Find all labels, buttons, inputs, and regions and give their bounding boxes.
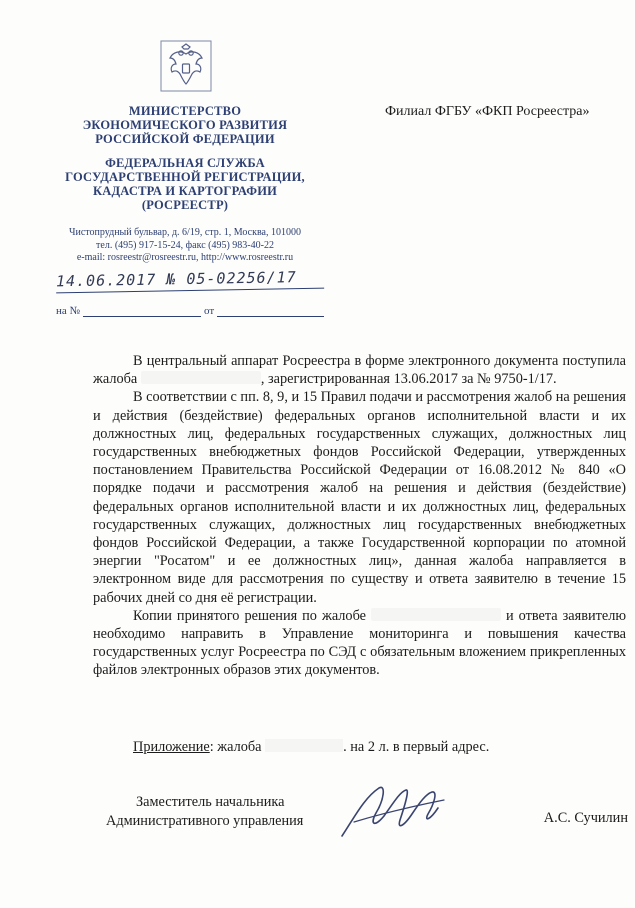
- service-line: ГОСУДАРСТВЕННОЙ РЕГИСТРАЦИИ,: [65, 170, 305, 184]
- ref-from-label: от: [204, 305, 215, 317]
- service-line: КАДАСТРА И КАРТОГРАФИИ: [92, 184, 278, 198]
- attachment-line: [133, 738, 623, 756]
- signatory-position: [106, 793, 346, 831]
- service-line: ФЕДЕРАЛЬНАЯ СЛУЖБА: [105, 156, 265, 170]
- ministry-line: МИНИСТЕРСТВО: [128, 104, 242, 118]
- p3-text-b: и ответа заявителю необходимо направить в Управление мониторинга и повышения качества государственных услуг Росреестра по СЭД с обязательным вложением прикрепленных файлов электронных образов этих документов.: [93, 607, 627, 679]
- address-line: Чистопрудный бульвар, д. 6/19, стр. 1, Москва, 101000: [69, 227, 301, 238]
- ministry-line: ЭКОНОМИЧЕСКОГО РАЗВИТИЯ: [82, 118, 288, 132]
- registration-number-handwritten: 14.06.2017 № 05-02256/17: [56, 268, 324, 294]
- redacted-name: [371, 608, 501, 621]
- ministry-line: РОССИЙСКОЙ ФЕДЕРАЦИИ: [95, 132, 275, 146]
- attachment-label: Приложение: [133, 739, 210, 755]
- coat-of-arms-icon: [160, 40, 212, 92]
- addressee: Филиал ФГБУ «ФКП Росреестра»: [385, 104, 590, 119]
- p1-text-a: В центральный аппарат Росреестра в форме электронного документа поступила жалоба: [93, 353, 626, 388]
- service-line: (РОСРЕЕСТР): [141, 198, 229, 212]
- p1-text-b: , зарегистрированная 13.06.2017 за № 9750-1/17.: [260, 371, 557, 388]
- ref-date-blank: [217, 305, 324, 317]
- service-name: [55, 156, 315, 212]
- paragraph-1: [93, 352, 626, 388]
- ministry-name: [60, 104, 310, 146]
- p3-text-a: Копии принятого решения по жалобе: [133, 607, 367, 624]
- paragraph-3: [93, 607, 626, 680]
- phone-line: тел. (495) 917-15-24, факс (495) 983-40-22: [96, 239, 274, 251]
- ref-number-blank: [83, 305, 201, 317]
- attachment-text-b: . на 2 л. в первый адрес.: [343, 739, 490, 755]
- position-line: Заместитель начальника: [136, 794, 285, 810]
- position-line: Административного управления: [106, 813, 304, 829]
- paragraph-2: В соответствии с пп. 8, 9, и 15 Правил подачи и рассмотрения жалоб на решения и действия (бездействие) федеральных органов исполнительной власти и их должностных лиц, федеральных государственных служащих, должностных лиц государственных внебюджетных фондов Российской Федерации, утвержденных постановлением Правительства Российской Федерации от 16.08.2012 № 840 «О порядке подачи и рассмотрения жалоб на решения и действия (бездействие) федеральных органов исполнительной власти и их должностных лиц, федеральных государственных служащих, должностных лиц государственных внебюджетных фондов Российской Федерации, а также Государственной корпорации по атомной энергии "Росатом" и ее должностных лиц», данная жалоба направляется в электронном виде для рассмотрения по существу и ответа заявителю в течение 15 рабочих дней со дня её регистрации.: [93, 389, 626, 606]
- redacted-name: [141, 371, 261, 384]
- signer-name: А.С. Сучилин: [543, 810, 628, 826]
- attachment-text-a: : жалоба: [209, 739, 262, 755]
- letter-body: [93, 352, 626, 680]
- redacted-name: [265, 739, 343, 752]
- ref-prefix: на №: [56, 305, 81, 317]
- handwritten-signature: [334, 778, 454, 848]
- contacts-block: [40, 227, 330, 265]
- reference-line: [56, 305, 324, 317]
- email-line: e-mail: rosreestr@rosreestr.ru, http://www.rosreestr.ru: [76, 252, 294, 263]
